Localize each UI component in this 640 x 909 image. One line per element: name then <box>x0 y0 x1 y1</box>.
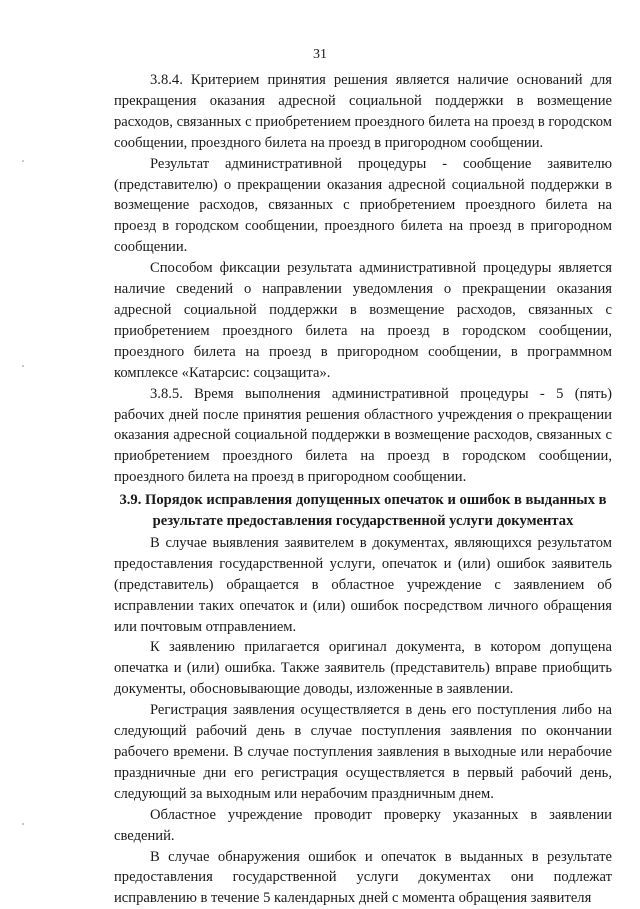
paragraph-fixation: Способом фиксации результата административной процедуры является наличие сведений о направлении уведомления о прекращении оказания адресной социальной поддержки в возмещение расходов, связанных с приобретением проездного билета на проезд в городском сообщении, проездного билета на проезд в пригородном сообщении, в программном комплексе «Катарсис: соцзащита». <box>114 260 612 381</box>
document-body <box>114 70 612 909</box>
paragraph-registration: Регистрация заявления осуществляется в день его поступления либо на следующий рабочий день в случае поступления заявления по окончании рабочего времени. В случае поступления заявления в выходные или нерабочие праздничные дни его регистрация осуществляется в первый рабочий день, следующий за выходным или нерабочим праздничным днем. <box>114 702 612 802</box>
paragraph-errors-request: В случае выявления заявителем в документах, являющихся результатом предоставления государственной услуги, опечаток и (или) ошибок заявитель (представитель) обращается в областное учреждение с заявлением об исправлении таких опечаток и (или) ошибок посредством личного обращения или почтовым отправлением. <box>114 534 612 635</box>
paragraph-result: Результат административной процедуры - сообщение заявителю (представителю) о прекращении оказания адресной социальной поддержки в возмещение расходов, связанных с приобретением проездного билета на проезд в городском сообщении, проездного билета на проезд в пригородном сообщении. <box>114 155 612 256</box>
paragraph-correction: В случае обнаружения ошибок и опечаток в выданных в результате предоставления государственной услуги документах они подлежат исправлению в течение 5 календарных дней с момента обращения заявителя <box>114 848 612 907</box>
scan-margin-speck <box>22 365 24 367</box>
paragraph-verification: Областное учреждение проводит проверку указанных в заявлении сведений. <box>114 806 612 844</box>
scan-margin-speck <box>22 823 24 825</box>
page-number: 31 <box>313 47 327 62</box>
paragraph-attachments: К заявлению прилагается оригинал документа, в котором допущена опечатка и (или) ошибка. Также заявитель (представитель) вправе приобщить документы, обосновывающие доводы, изложенные в заявлении. <box>114 639 612 698</box>
paragraph-3-8-4: 3.8.4. Критерием принятия решения является наличие оснований для прекращения оказания адресной социальной поддержки в возмещение расходов, связанных с приобретением проездного билета на проезд в городском сообщении, проездного билета на проезд в пригородном сообщении. <box>114 72 612 151</box>
section-heading-3-9: 3.9. Порядок исправления допущенных опечаток и ошибок в выданных в результате предоставления государственной услуги документах <box>119 492 607 530</box>
paragraph-3-8-5: 3.8.5. Время выполнения административной процедуры - 5 (пять) рабочих дней после принятия решения областного учреждения о прекращении оказания адресной социальной поддержки в возмещение расходов, связанных с приобретением проездного билета на проезд в городском сообщении, проездного билета на проезд в пригородном сообщении. <box>114 385 612 486</box>
scan-margin-speck <box>22 160 24 162</box>
